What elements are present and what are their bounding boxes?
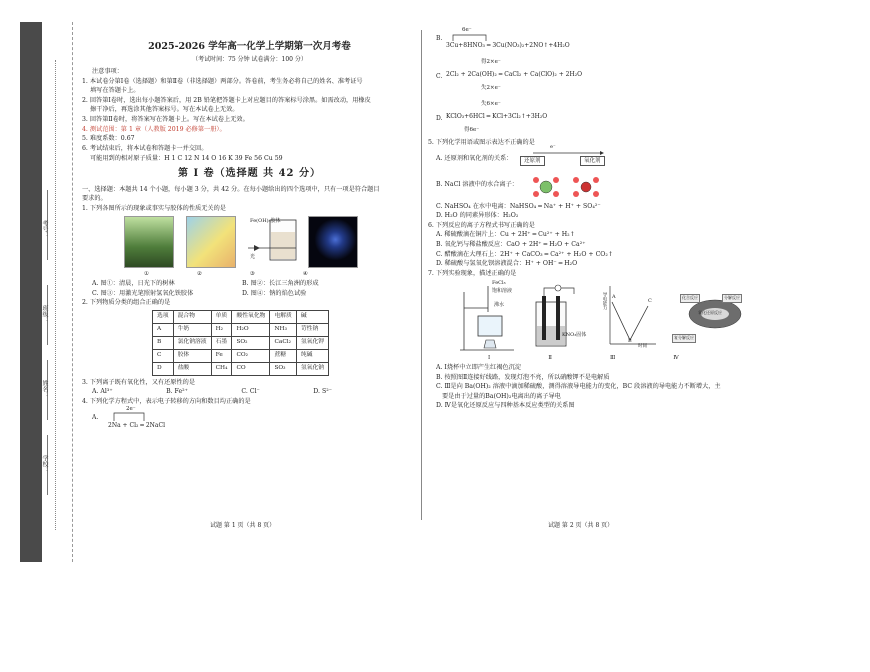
pic-label: ② <box>196 271 202 278</box>
equation: 2Cl₂ + 2Ca(OH)₂ ═ CaCl₂ + Ca(ClO)₂ + 2H₂O <box>446 71 583 78</box>
notes-heading: 注意事项： <box>92 68 123 76</box>
point-c-label: C <box>648 298 652 305</box>
table-cell: NH₃ <box>270 323 296 336</box>
binding-label-class: 班级： <box>41 305 48 323</box>
q5-option-d: D. H₂O 的同素异形体：H₂O₂ <box>436 212 519 220</box>
note-line: 1. 本试卷分第Ⅰ卷（选择题）和第Ⅱ卷（非选择题）两部分。答卷前，考生务必将自己的姓名、准考证号 <box>82 77 363 85</box>
table-header: 选项 <box>153 310 174 323</box>
q5-option-a <box>428 143 758 172</box>
electron-loss-label: 失2×e⁻ <box>481 85 501 91</box>
point-b-label: B <box>628 338 632 345</box>
q1-options-row <box>92 279 417 289</box>
flame-test-image <box>308 216 358 268</box>
diagram-label: Ⅱ <box>548 355 552 362</box>
equation: KClO₃+6HCl ═ KCl+3Cl₂↑+3H₂O <box>446 113 548 120</box>
pic-label: ④ <box>302 271 308 278</box>
question-7: 7. 下列实验现象，描述正确的是 <box>428 269 517 277</box>
q1-option-c: C. 图③：用激光笔照射氢氧化铁胶体 <box>92 289 194 297</box>
kno3-label: KNO₃固体 <box>562 332 587 339</box>
point-a-label: A <box>612 294 616 301</box>
q1-option-a: A. 图①：清晨，日光下的树林 <box>92 279 175 287</box>
table-header: 单质 <box>211 310 232 323</box>
table-cell: D <box>153 362 174 375</box>
q7-option-a: A. Ⅰ烧杯中立即产生红褐色沉淀 <box>436 364 522 371</box>
table-cell: CaCl₂ <box>270 336 296 349</box>
venn-label: 氧化还原反应 <box>698 310 722 316</box>
oxidizing-agent-box: 氧化剂 <box>580 156 605 167</box>
beaker-laser-diagram <box>248 216 296 266</box>
electron-arrow-icon <box>450 33 490 41</box>
note-difficulty: 5. 难度系数：0.67 <box>82 135 135 143</box>
saturated-label: 饱和溶液 <box>492 288 513 295</box>
table-cell: SO₃ <box>270 362 296 375</box>
note-return: 6. 考试结束后，将本试卷和答题卡一并交回。 <box>82 144 208 152</box>
table-cell: CH₄ <box>211 362 232 375</box>
binding-label-school: 学校： <box>41 455 48 473</box>
option-label: C. <box>436 73 443 80</box>
table-header: 酸性氧化物 <box>232 310 270 323</box>
table-cell: H₂ <box>211 323 232 336</box>
q4-option-c-schema <box>436 58 758 96</box>
q1-pictures <box>124 216 417 268</box>
table-cell: 苛性钠 <box>296 323 328 336</box>
section-instructions: 一、选择题：本题共 14 个小题，每小题 3 分，共 42 分。在每小题给出的四个选项中，只有一项是符合题目 <box>82 185 380 193</box>
conductivity-apparatus <box>528 282 590 352</box>
y-axis-label: 导电能力 <box>601 292 607 311</box>
hydrated-ions-icon <box>528 172 608 202</box>
option-label: B. <box>436 35 443 42</box>
electron-gain-label: 得6e⁻ <box>464 127 480 133</box>
section-instructions: 要求的。 <box>82 195 107 203</box>
fecl3-label: FeCl₃ <box>492 280 506 287</box>
q4-option-d-schema <box>436 100 758 138</box>
table-cell: 氯化钠溶液 <box>173 336 211 349</box>
light-label: 光 <box>250 254 256 261</box>
option-label: A. <box>92 413 99 421</box>
note-line: 2. 回答第Ⅰ卷时，选出每小题答案后，用 2B 铅笔把答题卡上对应题目的答案标号涂黑。如需改动，用橡皮 <box>82 96 371 104</box>
table-cell: 氢氧化钠 <box>296 362 328 375</box>
table-cell: C <box>153 349 174 362</box>
atomic-masses: 可能用到的相对原子质量：H 1 C 12 N 14 O 16 K 39 Fe 56 Cu 59 <box>90 154 283 162</box>
electron-arrow-icon <box>110 411 150 421</box>
table-cell: Fe <box>211 349 232 362</box>
question-5: 5. 下列化学用语或图示表达不正确的是 <box>428 139 535 146</box>
table-header-row <box>153 310 329 323</box>
q5-option-b <box>428 172 758 202</box>
reducing-agent-box: 还原剂 <box>520 156 545 167</box>
table-cell: 纯碱 <box>296 349 328 362</box>
forest-sunlight-image <box>124 216 174 268</box>
q7-diagram-labels <box>488 354 758 363</box>
diagram-label: Ⅰ <box>488 355 491 362</box>
q5-option-c: C. NaHSO₄ 在水中电离：NaHSO₄ ═ Na⁺ + H⁺ + SO₄²⁻ <box>436 202 601 210</box>
table-row <box>153 349 329 362</box>
electron-label: e⁻ <box>550 143 556 150</box>
binding-dotted-line <box>55 60 57 530</box>
table-cell: 石墨 <box>211 336 232 349</box>
boiling-water-label: 沸水 <box>494 302 505 309</box>
beaker-label: Fe(OH)₃胶体 <box>250 218 281 225</box>
table-row <box>153 362 329 375</box>
q3-option-d: D. S²⁻ <box>313 388 332 396</box>
note-line: 3. 回答第Ⅱ卷时，将答案写在答题卡上。写在本试卷上无效。 <box>82 116 249 124</box>
equation: 2Na + Cl₂ ═ 2NaCl <box>108 421 165 429</box>
note-line: 擦干净后，再选涂其他答案标号。写在本试卷上无效。 <box>90 106 239 114</box>
q3-option-a: A. Al³⁺ <box>92 388 113 396</box>
table-cell: 蔗糖 <box>270 349 296 362</box>
table-cell: A <box>153 323 174 336</box>
x-axis-label: 时间 <box>638 344 647 350</box>
table-cell: H₂O <box>232 323 270 336</box>
section-title: 第 Ⅰ 卷（选择题 共 42 分） <box>177 168 321 180</box>
electron-transfer-label: 6e⁻ <box>462 27 472 33</box>
pic-label: ① <box>144 271 149 278</box>
column-divider <box>421 30 422 520</box>
q1-option-b: B. 图②：长江三角洲的形成 <box>242 279 319 287</box>
conductivity-graph <box>600 282 660 352</box>
q3-option-b: B. Fe²⁺ <box>166 388 188 396</box>
page-footer-right: 试题 第 2 页（共 8 页） <box>548 522 614 529</box>
venn-label: 分解反应 <box>722 294 742 302</box>
option-text: B. NaCl 溶液中的水合离子： <box>436 180 518 188</box>
right-column <box>428 27 758 411</box>
pic-label: ③ <box>249 271 255 278</box>
question-3: 3. 下列离子既有氧化性，又有还原性的是 <box>82 378 196 386</box>
table-cell: 胶体 <box>173 349 211 362</box>
option-text: A. 还原剂和氧化剂的关系： <box>436 154 513 162</box>
table-cell: SO₂ <box>232 336 270 349</box>
exam-title: 2025-2026 学年高一化学上学期第一次月考卷 <box>148 41 351 52</box>
exam-subtitle: （考试时间：75 分钟 试卷满分：100 分） <box>192 55 307 63</box>
table-cell: 氢氧化钾 <box>296 336 328 349</box>
table-header: 混合物 <box>173 310 211 323</box>
table-cell: CO <box>232 362 270 375</box>
q4-option-a-schema <box>92 405 417 435</box>
electron-loss-label: 失6×e⁻ <box>481 101 501 107</box>
note-line: 填写在答题卡上。 <box>90 87 140 95</box>
q6-option-b: B. 氧化钙与稀盐酸反应：CaO + 2H⁺ ═ H₂O + Ca²⁺ <box>436 241 586 249</box>
classification-table <box>152 310 329 376</box>
q3-options <box>92 387 332 397</box>
table-row <box>153 323 329 336</box>
venn-label: 化合反应 <box>680 294 700 302</box>
q1-option-d: D. 图④：钠的焰色试验 <box>242 289 307 297</box>
electron-transfer-label: 2e⁻ <box>126 405 136 412</box>
q7-option-b: B. 按照图Ⅱ连接好线路，发现灯泡不亮，所以硝酸钾不是电解质 <box>436 373 610 381</box>
table-row <box>153 336 329 349</box>
q4-option-b-schema <box>436 27 758 56</box>
venn-label: 复分解反应 <box>672 334 696 342</box>
diagram-label: Ⅲ <box>609 355 616 362</box>
binding-label-exam-no: 考号： <box>41 220 48 238</box>
table-cell: 盐酸 <box>173 362 211 375</box>
equation: 3Cu+8HNO₃ ═ 3Cu(NO₃)₂+2NO↑+4H₂O <box>446 42 570 49</box>
option-label: D. <box>436 115 443 122</box>
binding-label-name: 姓名： <box>41 380 48 398</box>
left-column <box>82 30 417 435</box>
page-footer-left: 试题 第 1 页（共 8 页） <box>210 522 276 529</box>
q1-picture-labels <box>144 270 417 279</box>
table-cell: CO₂ <box>232 349 270 362</box>
question-6: 6. 下列反应的离子方程式书写正确的是 <box>428 221 535 229</box>
q6-option-c: C. 醋酸滴在大理石上：2H⁺ + CaCO₃ ═ Ca²⁺ + H₂O + CO₂↑ <box>436 250 614 258</box>
electron-gain-label: 得2×e⁻ <box>481 59 501 65</box>
q6-option-a: A. 稀硫酸滴在铜片上：Cu + 2H⁺ ═ Cu²⁺ + H₂↑ <box>436 231 575 239</box>
binding-strip <box>20 22 42 562</box>
question-1: 1. 下列各图所示的现象或事实与胶体的性质无关的是 <box>82 204 226 212</box>
q7-diagrams <box>458 282 758 352</box>
note-scope: 4. 测试范围：第 1 章（人教版 2019 必修第一册）。 <box>82 125 226 133</box>
q3-option-c: C. Cl⁻ <box>241 388 260 396</box>
q6-option-d: D. 稀硫酸与氢氧化钡溶液混合：H⁺ + OH⁻ ═ H₂O <box>436 260 578 268</box>
table-header: 电解质 <box>270 310 296 323</box>
q7-option-d: D. Ⅳ是氧化还原反应与四种基本反应类型的关系图 <box>436 402 575 410</box>
colloid-preparation-apparatus <box>458 282 518 352</box>
table-cell: B <box>153 336 174 349</box>
reaction-relationship-diagram <box>670 282 760 352</box>
question-4: 4. 下列化学方程式中，表示电子转移的方向和数目均正确的是 <box>82 398 251 405</box>
table-cell: 牛奶 <box>173 323 211 336</box>
river-delta-map-image <box>186 216 236 268</box>
q7-option-c-cont: 要是由于过量的Ba(OH)₂电离出的离子导电 <box>442 392 561 400</box>
table-header: 碱 <box>296 310 328 323</box>
diagram-label: Ⅳ <box>673 355 679 362</box>
q7-option-c: C. Ⅲ是向 Ba(OH)₂ 溶液中滴加稀硫酸，测得溶液导电能力的变化，BC 段溶液的导电能力不断增大，主 <box>436 383 721 391</box>
q1-options-row <box>92 289 417 299</box>
question-2: 2. 下列物质分类的组合正确的是 <box>82 299 171 307</box>
